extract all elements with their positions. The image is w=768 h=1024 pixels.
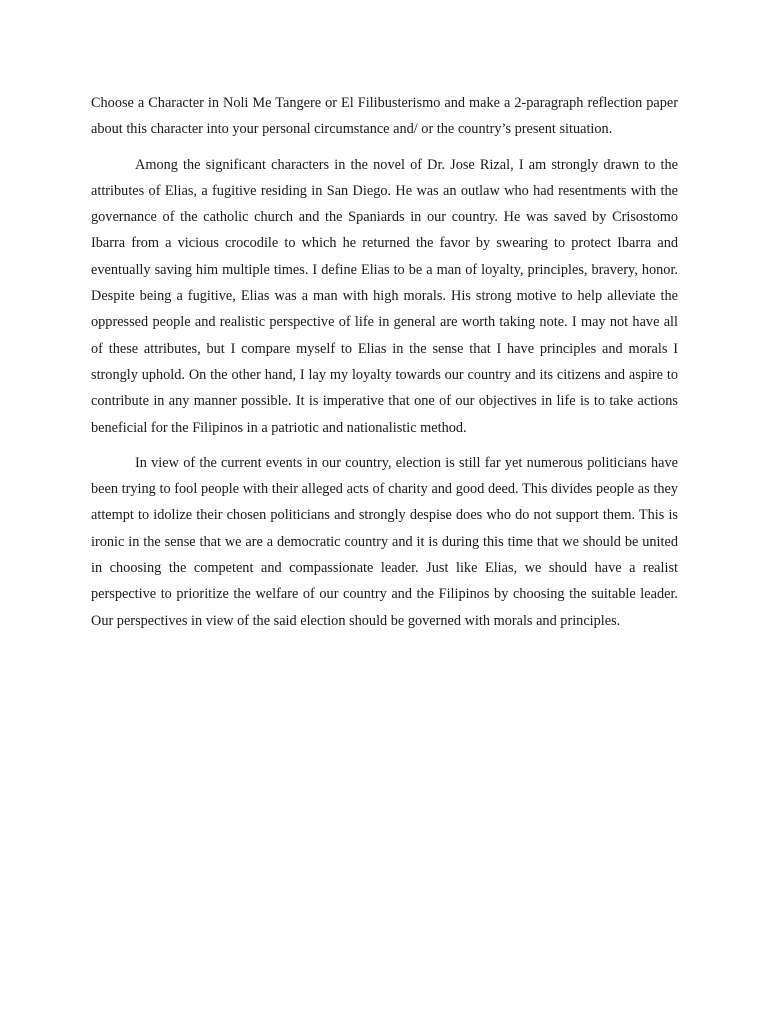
document-body: [91, 90, 678, 643]
assignment-prompt: Choose a Character in Noli Me Tangere or El Filibusterismo and make a 2-paragraph reflection paper about this character into your personal circumstance and/ or the country’s present situation.: [91, 95, 678, 138]
reflection-paragraph-2: In view of the current events in our country, election is still far yet numerous politicians have been trying to fool people with their alleged acts of charity and good deed. This divides people as they attempt to idolize their chosen politicians and strongly despise does who do not support them. This is ironic in the sense that we are a democratic country and it is during this time that we should be united in choosing the competent and compassionate leader. Just like Elias, we should have a realist perspective to prioritize the welfare of our country and the Filipinos by choosing the suitable leader. Our perspectives in view of the said election should be governed with morals and principles.: [91, 454, 678, 629]
reflection-paragraph-1: Among the significant characters in the novel of Dr. Jose Rizal, I am strongly drawn to the attributes of Elias, a fugitive residing in San Diego. He was an outlaw who had resentments with the governance of the catholic church and the Spaniards in our country. He was saved by Crisostomo Ibarra from a vicious crocodile to which he returned the favor by swearing to protect Ibarra and eventually saving him multiple times. I define Elias to be a man of loyalty, principles, bravery, honor. Despite being a fugitive, Elias was a man with high morals. His strong motive to help alleviate the oppressed people and realistic perspective of life in general are worth taking note. I may not have all of these attributes, but I compare myself to Elias in the sense that I have principles and morals I strongly uphold. On the other hand, I lay my loyalty towards our country and its citizens and aspire to contribute in any manner possible. It is imperative that one of our objectives in life is to take actions beneficial for the Filipinos in a patriotic and nationalistic method.: [91, 156, 678, 436]
